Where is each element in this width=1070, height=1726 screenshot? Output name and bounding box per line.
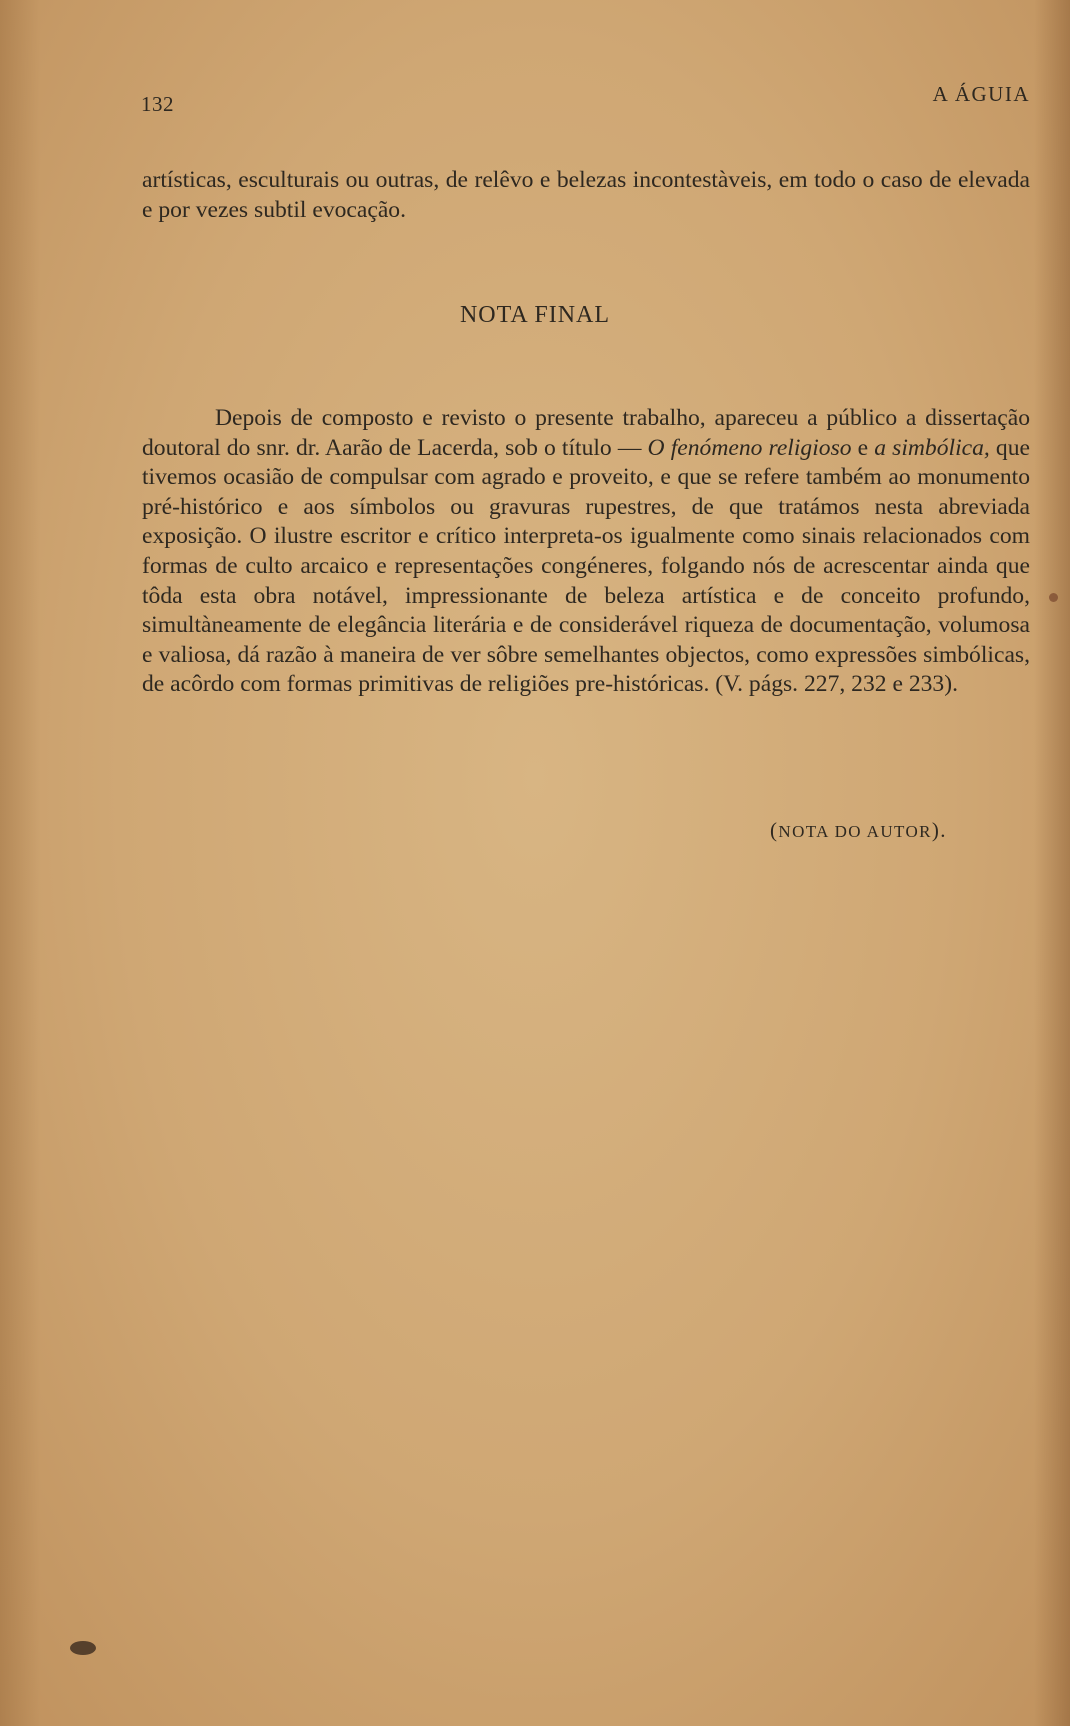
author-note — [770, 818, 947, 843]
author-note-close-paren: ). — [931, 818, 947, 842]
body-paragraph-block — [142, 404, 1030, 700]
intro-paragraph-block — [142, 166, 1030, 225]
running-title: A ÁGUIA — [932, 82, 1030, 106]
ink-smudge — [70, 1641, 96, 1655]
section-title: NOTA FINAL — [459, 302, 611, 328]
author-note-open-paren: ( — [770, 818, 779, 842]
ink-dot — [1049, 593, 1058, 602]
intro-paragraph: artísticas, esculturais ou outras, de relêvo e belezas incontestàveis, em todo o caso de elevada e por vezes subtil evocação. — [142, 167, 1030, 223]
page-number: 132 — [141, 92, 174, 116]
body-text-part-3: que tivemos ocasião de compulsar com agrado e proveito, e que se refere também ao monumento pré-histórico e aos símbolos ou gravuras rupestres, de que tratámos nesta abreviada exposição. O ilustre escritor e crítico interpreta-os igualmente como sinais relacionados com formas de culto arcaico e representações congéneres, folgando nós de acrescentar ainda que tôda esta obra notável, impressionante de beleza artística e de conceito profundo, simultàneamente de elegância literária e de considerável riqueza de documentação, volumosa e valiosa, dá razão à maneira de ver sôbre semelhantes objectos, como expressões simbólicas, de acôrdo com formas primitivas de religiões pre-históricas. (V. págs. 227, 232 e 233). — [142, 434, 1030, 698]
body-text-part-1: Depois de composto e revisto o presente trabalho, apareceu a público a dissertação doutoral do snr. dr. Aarão de Lacerda, sob o título — — [142, 405, 1030, 461]
author-note-text: NOTA DO AUTOR — [778, 822, 932, 841]
book-subtitle-italic: a simbólica, — [874, 434, 990, 461]
body-paragraph — [142, 404, 1030, 700]
body-text-part-2: e — [851, 434, 875, 461]
book-title-italic: O fenómeno religioso — [647, 434, 852, 461]
page-edge-shadow-left — [0, 0, 40, 1726]
page-edge-shadow-right — [1034, 0, 1070, 1726]
